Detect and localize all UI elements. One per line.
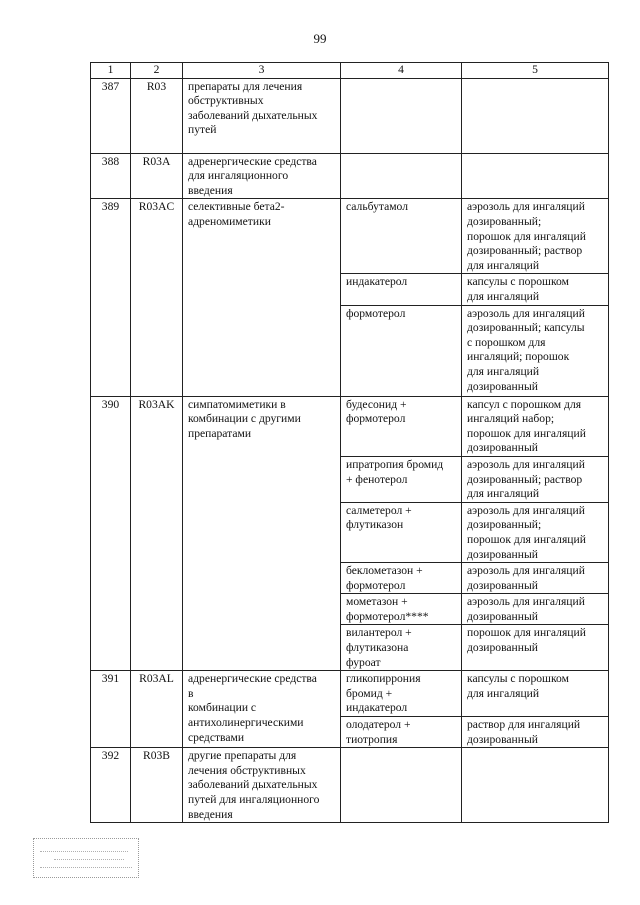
table-row: [91, 671, 609, 717]
drug-name-cell: беклометазон + формотерол: [341, 563, 462, 594]
dosage-form-cell: капсулы с порошком для ингаляций: [462, 671, 609, 717]
table-body: [91, 78, 609, 823]
row-number-cell: 391: [91, 671, 131, 748]
drug-name-cell: индакатерол: [341, 274, 462, 305]
anatomical-therapeutic-group-cell: препараты для лечения обструктивных заболеваний дыхательных путей: [183, 78, 341, 153]
dosage-form-cell: аэрозоль для ингаляций дозированный: [462, 594, 609, 625]
drug-name-cell: формотерол: [341, 305, 462, 396]
stamp-line: [54, 859, 124, 861]
dosage-form-cell: аэрозоль для ингаляций дозированный; порошок для ингаляций дозированный; раствор для ингаляций: [462, 199, 609, 274]
column-header: 4: [341, 63, 462, 79]
page-number: 99: [313, 31, 327, 46]
column-header: 5: [462, 63, 609, 79]
table-row: [91, 78, 609, 153]
table-row: [91, 199, 609, 274]
atc-code-cell: R03B: [131, 748, 183, 823]
atc-code-cell: R03A: [131, 153, 183, 199]
dosage-form-cell: аэрозоль для ингаляций дозированный; порошок для ингаляций дозированный: [462, 502, 609, 562]
drug-name-cell: вилантерол + флутиказона фуроат: [341, 625, 462, 671]
row-number-cell: 389: [91, 199, 131, 396]
anatomical-therapeutic-group-cell: селективные бета2- адреномиметики: [183, 199, 341, 396]
drug-name-cell: мометазон + формотерол****: [341, 594, 462, 625]
anatomical-therapeutic-group-cell: другие препараты для лечения обструктивных заболеваний дыхательных путей для ингаляционного введения: [183, 748, 341, 823]
dosage-form-cell: капсул с порошком для ингаляций набор; порошок для ингаляций дозированный: [462, 396, 609, 456]
dosage-form-cell: аэрозоль для ингаляций дозированный; раствор для ингаляций: [462, 456, 609, 502]
dosage-form-cell: [462, 78, 609, 153]
stamp-line: [40, 851, 128, 853]
column-header: 1: [91, 63, 131, 79]
table-row: [91, 748, 609, 823]
anatomical-therapeutic-group-cell: адренергические средства в комбинации с антихолинергическими средствами: [183, 671, 341, 748]
dosage-form-cell: раствор для ингаляций дозированный: [462, 717, 609, 748]
table-header-row: [91, 63, 609, 79]
table-row: [91, 153, 609, 199]
atc-code-cell: R03AC: [131, 199, 183, 396]
drug-name-cell: [341, 748, 462, 823]
atc-code-cell: R03AL: [131, 671, 183, 748]
column-header: 3: [183, 63, 341, 79]
drug-name-cell: ипратропия бромид + фенотерол: [341, 456, 462, 502]
drug-name-cell: олодатерол + тиотропия: [341, 717, 462, 748]
dosage-form-cell: капсулы с порошком для ингаляций: [462, 274, 609, 305]
drug-name-cell: [341, 153, 462, 199]
row-number-cell: 392: [91, 748, 131, 823]
atc-code-cell: R03AK: [131, 396, 183, 671]
drug-name-cell: салметерол + флутиказон: [341, 502, 462, 562]
dosage-form-cell: [462, 153, 609, 199]
document-stamp: [33, 838, 139, 878]
dosage-form-cell: порошок для ингаляций дозированный: [462, 625, 609, 671]
table-row: [91, 396, 609, 456]
row-number-cell: 390: [91, 396, 131, 671]
row-number-cell: 387: [91, 78, 131, 153]
row-number-cell: 388: [91, 153, 131, 199]
drug-name-cell: гликопиррония бромид + индакатерол: [341, 671, 462, 717]
medicines-table: [90, 62, 609, 823]
dosage-form-cell: аэрозоль для ингаляций дозированный; капсулы с порошком для ингаляций; порошок для ингаляций дозированный: [462, 305, 609, 396]
dosage-form-cell: аэрозоль для ингаляций дозированный: [462, 563, 609, 594]
drug-name-cell: [341, 78, 462, 153]
stamp-line: [40, 867, 132, 869]
atc-code-cell: R03: [131, 78, 183, 153]
dosage-form-cell: [462, 748, 609, 823]
anatomical-therapeutic-group-cell: симпатомиметики в комбинации с другими препаратами: [183, 396, 341, 671]
drug-name-cell: сальбутамол: [341, 199, 462, 274]
drug-name-cell: будесонид + формотерол: [341, 396, 462, 456]
column-header: 2: [131, 63, 183, 79]
anatomical-therapeutic-group-cell: адренергические средства для ингаляционного введения: [183, 153, 341, 199]
